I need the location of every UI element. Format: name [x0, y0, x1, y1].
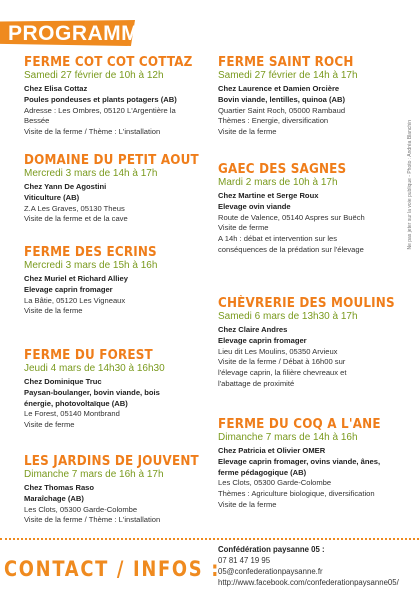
event-production: Elevage caprin fromager, ovins viande, ânes, — [218, 456, 381, 466]
event-block — [218, 56, 398, 138]
event-detail: Lieu dit Les Moulins, 05350 Arvieux — [218, 346, 338, 356]
event-host: Chez Thomas Raso — [24, 483, 95, 492]
event-date: Mardi 2 mars de 10h à 17h — [218, 177, 338, 188]
event-block — [218, 163, 398, 256]
event-title: FERME COT COT COTTAZ — [24, 55, 193, 70]
event-production: Bovin viande, lentilles, quinoa (AB) — [218, 94, 345, 104]
event-production: Viticulture (AB) — [24, 192, 80, 202]
event-date: Mercredi 3 mars de 15h à 16h — [24, 260, 158, 271]
event-detail: Visite de la ferme / Thème : L'installation — [24, 515, 161, 525]
event-host: Chez Claire Andres — [218, 325, 288, 334]
contact-phone: 07 81 47 19 95 — [218, 556, 271, 565]
event-date: Jeudi 4 mars de 14h30 à 16h30 — [24, 363, 165, 374]
contact-email[interactable]: 05@confederationpaysanne.fr — [218, 567, 323, 576]
event-detail: Visite de la ferme — [218, 499, 277, 509]
event-detail: conséquences de la prédation sur l'élevage — [218, 244, 364, 254]
contact-info — [218, 544, 419, 588]
contact-divider — [0, 538, 419, 540]
contact-org — [218, 544, 419, 555]
contact-org-name: Confédération paysanne 05 — [218, 545, 320, 554]
event-detail: l'élevage caprin, la filière chevreaux et — [218, 368, 347, 378]
event-detail: Route de Valence, 05140 Aspres sur Buëch — [218, 212, 365, 222]
event-block — [218, 297, 398, 390]
event-detail: La Bâtie, 05120 Les Vigneaux — [24, 295, 126, 305]
side-credit-text: Ne pas jeter sur la voie publique - Photo : Andréa Blanchin — [407, 120, 413, 250]
event-detail: A 14h : débat et intervention sur les — [218, 234, 338, 244]
event-title: GAEC DES SAGNES — [218, 162, 347, 177]
event-block — [24, 246, 204, 317]
event-host: Chez Elisa Cottaz — [24, 84, 88, 93]
event-title: FERME DES ECRINS — [24, 245, 157, 260]
event-host: Chez Martine et Serge Roux — [218, 191, 319, 200]
event-title: DOMAINE DU PETIT AOUT — [24, 153, 199, 168]
event-detail: Les Clots, 05300 Garde-Colombe — [24, 504, 138, 514]
event-detail: Quartier Saint Roch, 05000 Rambaud — [218, 105, 346, 115]
event-detail: Z.A Les Graves, 05130 Theus — [24, 203, 125, 213]
event-block — [24, 56, 204, 138]
event-detail: Le Forest, 05140 Montbrand — [24, 409, 120, 419]
event-date: Dimanche 7 mars de 16h à 17h — [24, 469, 164, 480]
event-detail: Visite de la ferme — [218, 127, 277, 137]
event-title: LES JARDINS DE JOUVENT — [24, 454, 199, 469]
event-title: FERME SAINT ROCH — [218, 55, 354, 70]
event-title: FERME DU FOREST — [24, 348, 153, 363]
event-detail: Les Clots, 05300 Garde-Colombe — [218, 478, 332, 488]
event-title: FERME DU COQ A L'ANE — [218, 417, 381, 432]
event-detail: Bessée — [24, 116, 50, 126]
event-production: Maraîchage (AB) — [24, 493, 84, 503]
event-production: Elevage ovin viande — [218, 201, 291, 211]
event-host: Chez Yann De Agostini — [24, 182, 107, 191]
event-block — [24, 455, 204, 526]
event-production: énergie, photovoltaïque (AB) — [24, 398, 128, 408]
contact-facebook[interactable]: http://www.facebook.com/confederationpaysanne05/ — [218, 578, 399, 587]
event-host: Chez Dominique Truc — [24, 377, 102, 386]
event-date: Samedi 27 février de 10h à 12h — [24, 70, 164, 81]
event-host: Chez Laurence et Damien Orcière — [218, 84, 340, 93]
event-host: Chez Muriel et Richard Alliey — [24, 274, 128, 283]
event-production: Paysan-boulanger, bovin viande, bois — [24, 387, 160, 397]
event-production: ferme pédagogique (AB) — [218, 467, 307, 477]
event-date: Samedi 6 mars de 13h30 à 17h — [218, 311, 358, 322]
event-host: Chez Patricia et Olivier OMER — [218, 446, 326, 455]
event-block — [218, 418, 398, 511]
event-detail: l'abattage de proximité — [218, 378, 295, 388]
event-date: Mercredi 3 mars de 14h à 17h — [24, 168, 158, 179]
event-production: Elevage caprin fromager — [24, 284, 113, 294]
event-detail: Visite de la ferme / Thème : L'installation — [24, 127, 161, 137]
event-title: CHÈVRERIE DES MOULINS — [218, 296, 395, 311]
event-date: Samedi 27 février de 14h à 17h — [218, 70, 358, 81]
event-detail: Adresse : Les Ombres, 05120 L'Argentière la — [24, 105, 176, 115]
event-detail: Visite de la ferme / Débat à 16h00 sur — [218, 357, 346, 367]
contact-title: CONTACT / INFOS : — [4, 557, 221, 581]
event-detail: Visite de la ferme et de la cave — [24, 214, 128, 224]
event-detail: Visite de la ferme — [24, 306, 83, 316]
event-block — [24, 154, 204, 225]
event-detail: Thèmes : Energie, diversification — [218, 116, 329, 126]
event-detail: Visite de ferme — [24, 420, 75, 430]
event-production: Poules pondeuses et plants potagers (AB) — [24, 94, 177, 104]
event-detail: Thèmes : Agriculture biologique, diversification — [218, 489, 375, 499]
contact-org-suffix: : — [319, 545, 325, 554]
event-block — [24, 349, 204, 431]
programme-title: PROGRAMME — [8, 22, 154, 45]
event-date: Dimanche 7 mars de 14h à 16h — [218, 432, 358, 443]
event-detail: Visite de ferme — [218, 223, 269, 233]
event-production: Elevage caprin fromager — [218, 335, 307, 345]
